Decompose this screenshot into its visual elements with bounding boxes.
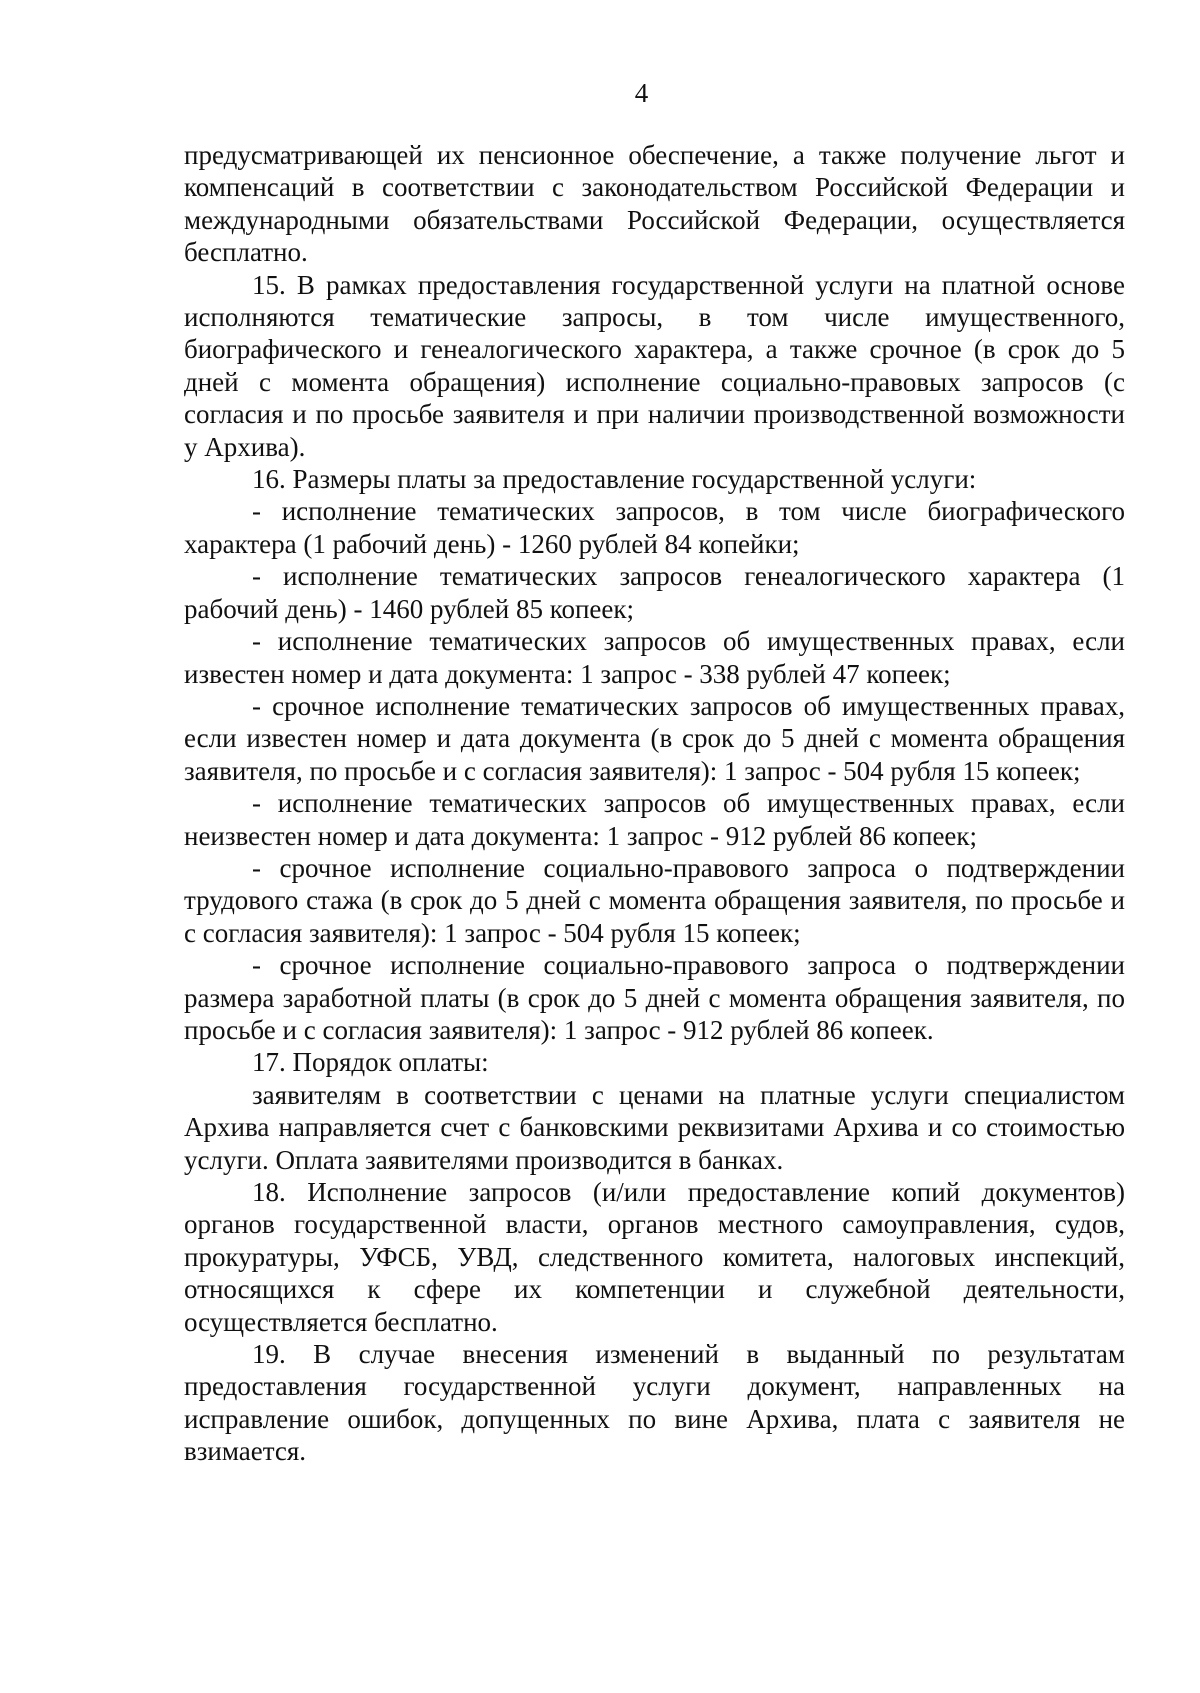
paragraph-16-fee-heading: 16. Размеры платы за предоставление государственной услуги: [252,464,977,495]
paragraph-17-payment-text: заявителям в соответствии с ценами на платные услуги специалистом Архива направляется счет с банковскими реквизитами Архива и со стоимостью услуги. Оплата заявителями производится в банках. [184,1079,1125,1175]
fee-item-property-known: - исполнение тематических запросов об имущественных правах, если известен номер и дата документа: 1 запрос - 338 рублей 47 копеек; [184,626,1125,689]
paragraph-19-corrections: 19. В случае внесения изменений в выданный по результатам предоставления государственной услуги документ, направленных на исправление ошибок, допущенных по вине Архива, плата с заявителя не взимается. [184,1339,1125,1467]
fee-item-work-experience-urgent: - срочное исполнение социально-правового запроса о подтверждении трудового стажа (в срок до 5 дней с момента обращения заявителя, по просьбе и с согласия заявителя): 1 запрос - 504 рубля 15 копеек; [184,852,1125,948]
document-body [184,139,1125,1468]
paragraph-15-paid-services: 15. В рамках предоставления государственной услуги на платной основе исполняются тематические запросы, в том числе имущественного, биографического и генеалогического характера, а также срочное (в срок до 5 дней с момента обращения) исполнение социально-правовых запросов (с согласия и по просьбе заявителя и при наличии производственной возможности у Архива). [184,269,1125,462]
fee-item-salary-urgent: - срочное исполнение социально-правового запроса о подтверждении размера заработной платы (в срок до 5 дней с момента обращения заявителя, по просьбе и с согласия заявителя): 1 запрос - 912 рублей 86 копеек. [184,950,1125,1045]
page-number: 4 [634,78,649,108]
fee-item-property-known-urgent: - срочное исполнение тематических запросов об имущественных правах, если известен номер и дата документа (в срок до 5 дней с момента обращения заявителя, по просьбе и с согласия заявителя): 1 запрос - 504 рубля 15 копеек; [184,690,1125,786]
fee-item-property-unknown: - исполнение тематических запросов об имущественных правах, если неизвестен номер и дата документа: 1 запрос - 912 рублей 86 копеек; [184,788,1125,851]
paragraph-18-free-requests: 18. Исполнение запросов (и/или предоставление копий документов) органов государственной власти, органов местного самоуправления, судов, прокуратуры, УФСБ, УВД, следственного комитета, налоговых инспекций, относящихся к сфере их компетенции и служебной деятельности, осуществляется бесплатно. [184,1177,1125,1337]
paragraph-17-payment-heading: 17. Порядок оплаты: [252,1047,489,1078]
paragraph-continuation: предусматривающей их пенсионное обеспечение, а также получение льгот и компенсаций в соответствии с законодательством Российской Федерации и международными обязательствами Российской Федерации, осуществляется бесплатно. [184,140,1125,268]
fee-item-biographical: - исполнение тематических запросов, в том числе биографического характера (1 рабочий день) - 1260 рублей 84 копейки; [184,496,1125,559]
fee-item-genealogical: - исполнение тематических запросов генеалогического характера (1 рабочий день) - 1460 рублей 85 копеек; [184,561,1125,624]
